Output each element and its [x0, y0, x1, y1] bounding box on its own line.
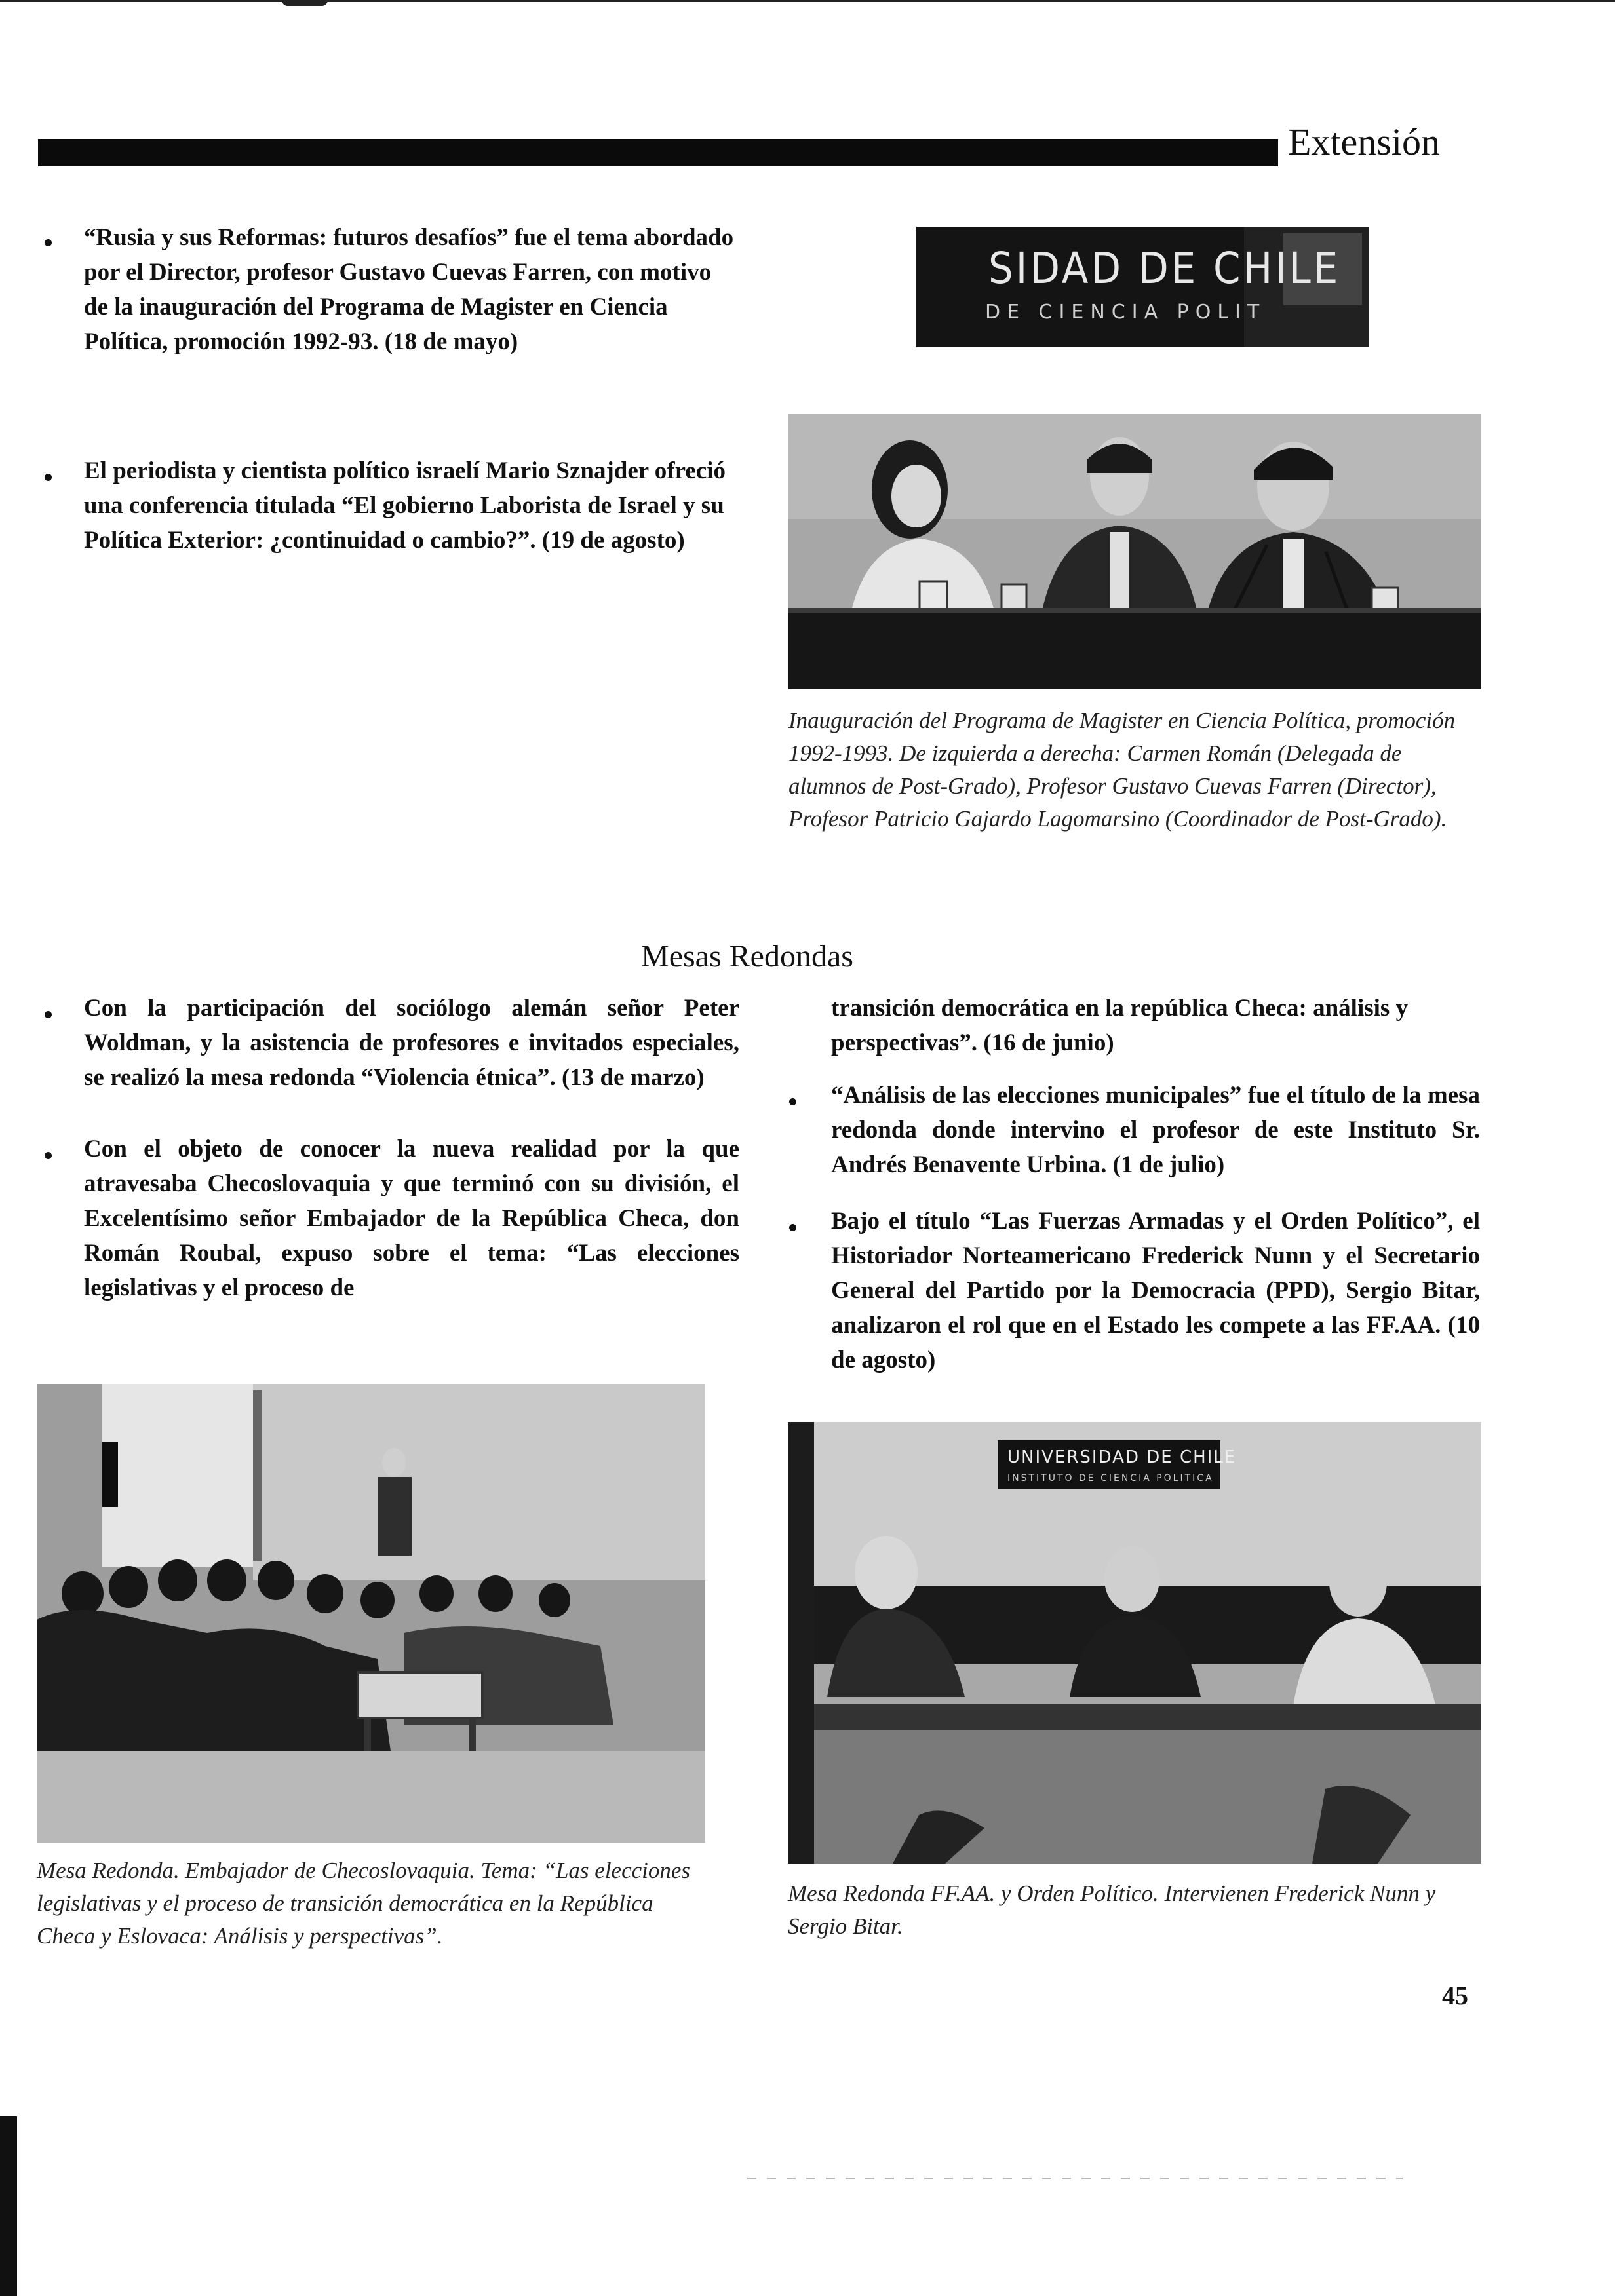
ffaa-banner-line1: UNIVERSIDAD DE CHILE: [1007, 1447, 1237, 1467]
bullet-icon: [45, 1011, 52, 1018]
mesa-item-violencia: Con la participación del sociólogo alemán señor Peter Woldman, y la asistencia de profesores e invitados especiales, se realizó la mesa redonda “Violencia étnica”. (13 de marzo): [84, 995, 739, 1091]
bullet-icon: [45, 474, 52, 481]
section-title: Extensión: [1288, 121, 1440, 163]
header-rule: [38, 139, 1278, 166]
mesa-redonda-embajador-caption: Mesa Redonda. Embajador de Checoslovaquia. Tema: “Las elecciones legislativas y el proceso de transición democrática en la República Checa y Eslovaca: Análisis y perspectivas”.: [37, 1858, 691, 1949]
news-item-rusia: “Rusia y sus Reformas: futuros desafíos” fue el tema abordado por el Director, profesor Gustavo Cuevas Farren, con motivo de la inauguración del Programa de Magister en Ciencia Política, promoción 1992-93. (18 de mayo): [84, 224, 734, 355]
bullet-icon: [789, 1098, 796, 1105]
bullet-icon: [45, 239, 52, 246]
page-number: 45: [1442, 1981, 1468, 2010]
inauguration-photo-art: [788, 414, 1481, 689]
banner-photo: [916, 227, 1369, 347]
section-subheading: Mesas Redondas: [641, 939, 853, 974]
news-item-sznajder: El periodista y cientista político israelí Mario Sznajder ofreció una conferencia titulada “El gobierno Laborista de Israel y su Política Exterior: ¿continuidad o cambio?”. (19 de agosto): [84, 457, 726, 554]
bullet-icon: [789, 1224, 796, 1231]
mesa-item-checoslovaquia: Con el objeto de conocer la nueva realidad por la que atravesaba Checoslovaquia y que terminó con su división, el Excelentísimo señor Embajador de la República Checa, don Román Roubal, expuso sobre el tema: “Las elecciones legislativas y el proceso de: [84, 1136, 739, 1301]
mesa-redonda-embajador-photo-art: [37, 1384, 705, 1843]
banner-line1: SIDAD DE CHILE: [988, 243, 1341, 294]
mesa-item-ffaa: Bajo el título “Las Fuerzas Armadas y el Orden Político”, el Historiador Norteamericano Frederick Nunn y el Secretario General del Partido por la Democracia (PPD), Sergio Bitar, analizaron el rol que en el Estado les compete a las FF.AA. (10 de agosto): [831, 1208, 1480, 1373]
scan-edge-left: [0, 2116, 17, 2296]
banner-photo-art: [916, 227, 1369, 347]
banner-line2: DE CIENCIA POLIT: [985, 301, 1266, 324]
scan-edge-top: [0, 0, 1615, 2]
mesa-item-checoslovaquia-continued: transición democrática en la república Checa: análisis y perspectivas”. (16 de junio): [831, 995, 1409, 1056]
mesa-redonda-ffaa-caption: Mesa Redonda FF.AA. y Orden Político. Intervienen Frederick Nunn y Sergio Bitar.: [788, 1881, 1436, 1939]
mesa-redonda-embajador-photo: [37, 1384, 705, 1843]
inauguration-caption: Inauguración del Programa de Magister en Ciencia Política, promoción 1992-1993. De izquierda a derecha: Carmen Román (Delegada de alumnos de Post-Grado), Profesor Gustavo Cuevas Farren (Director), Profesor Patricio Gajardo Lagomarsino (Coordinador de Post-Grado).: [788, 708, 1456, 832]
scan-dots: [747, 2178, 1403, 2179]
ffaa-banner-line2: INSTITUTO DE CIENCIA POLITICA: [1007, 1473, 1214, 1483]
mesa-item-municipales: “Análisis de las elecciones municipales” fue el título de la mesa redonda donde intervino el profesor de este Instituto Sr. Andrés Benavente Urbina. (1 de julio): [831, 1082, 1480, 1178]
mesa-redonda-ffaa-photo: [788, 1422, 1481, 1864]
inauguration-photo: [788, 414, 1481, 689]
bullet-icon: [45, 1152, 52, 1159]
mesa-redonda-ffaa-photo-art: [788, 1422, 1481, 1864]
scan-edge-mark: [282, 0, 328, 6]
